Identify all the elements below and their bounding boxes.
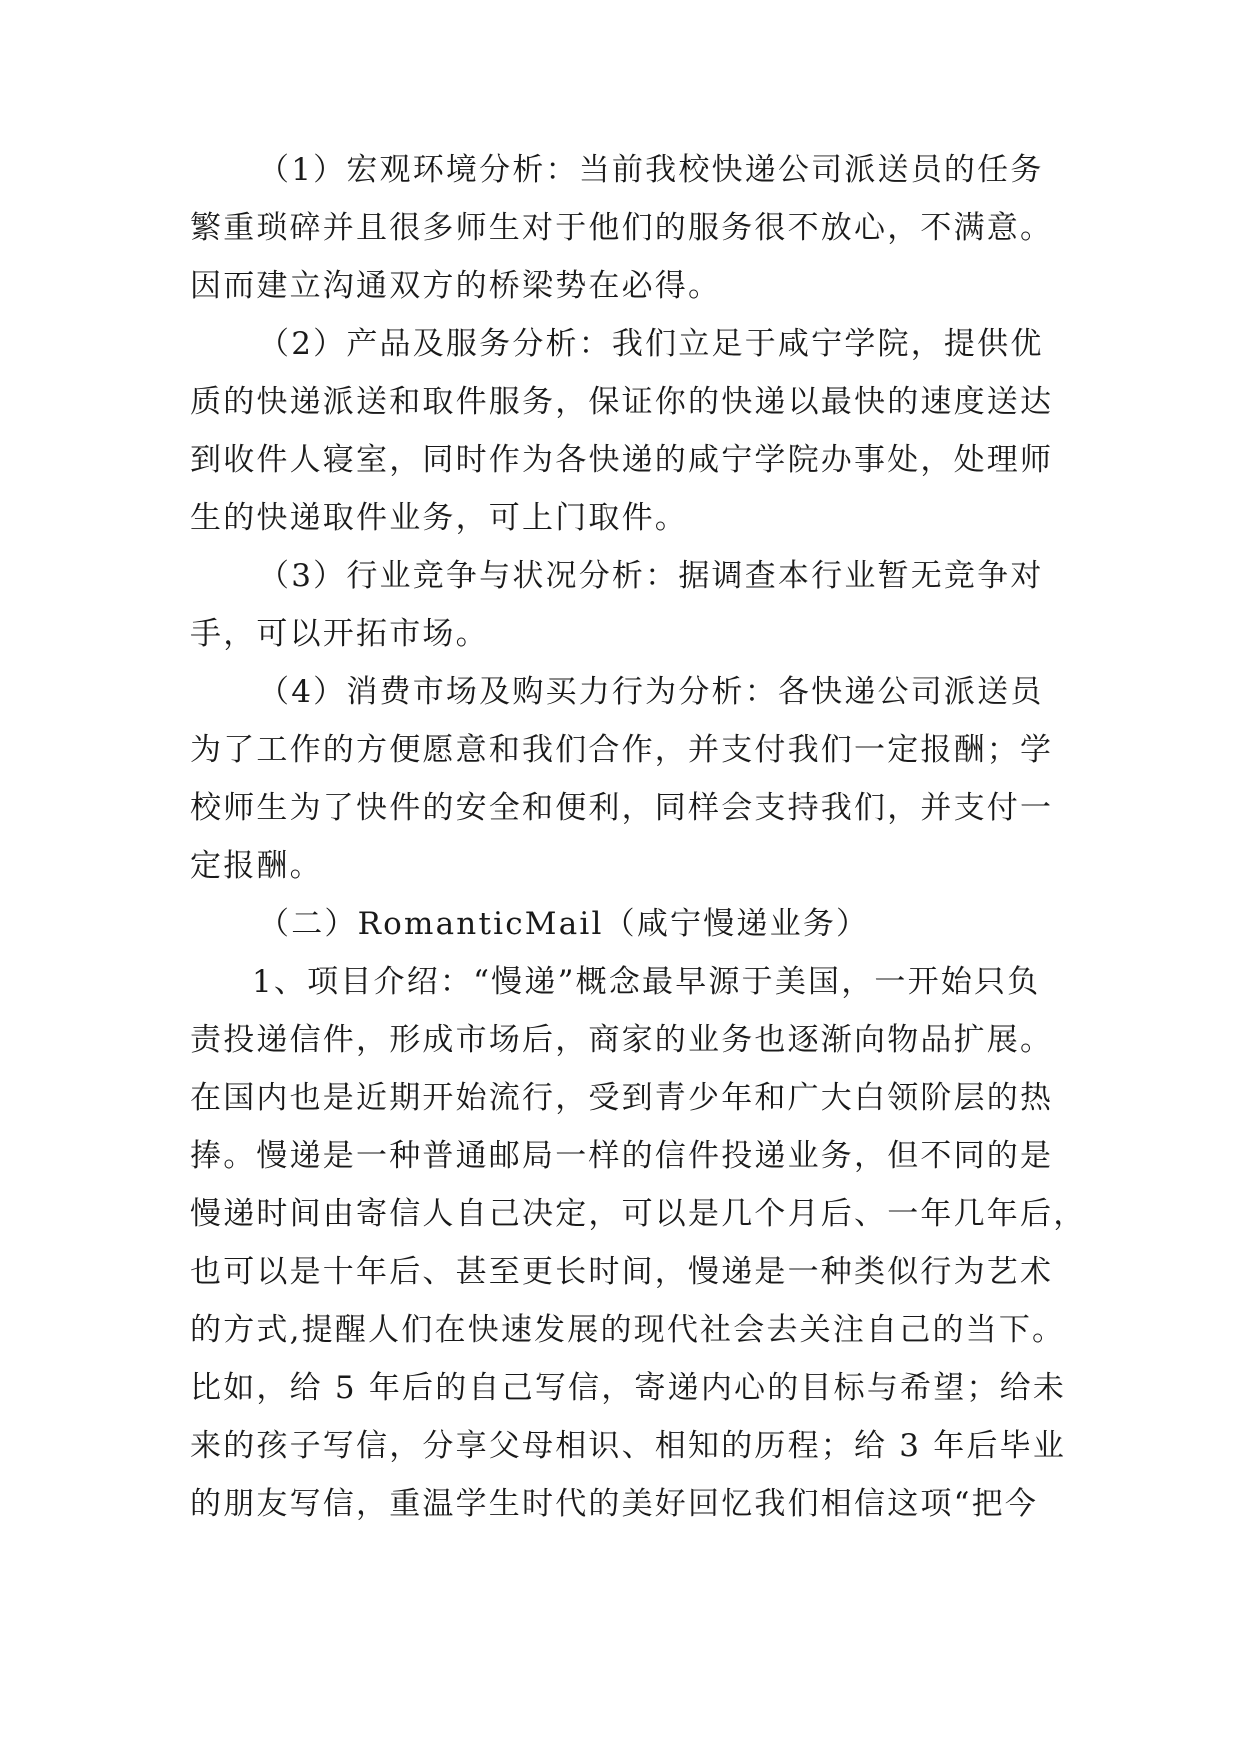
- paragraph-consumer-line-1: （4）消费市场及购买力行为分析：各快递公司派送员: [258, 674, 1044, 710]
- paragraph-product-line-1: （2）产品及服务分析：我们立足于咸宁学院，提供优: [258, 326, 1044, 362]
- section-heading-romanticmail: （二）RomanticMail（咸宁慢递业务）: [258, 906, 870, 942]
- paragraph-intro-line-8: 比如，给 5 年后的自己写信，寄递内心的目标与希望；给未: [190, 1370, 1067, 1406]
- paragraph-macro-line-2: 繁重琐碎并且很多师生对于他们的服务很不放心，不满意。: [190, 210, 1054, 246]
- paragraph-consumer-line-4: 定报酬。: [190, 848, 323, 884]
- paragraph-intro-line-9: 来的孩子写信，分享父母相识、相知的历程；给 3 年后毕业: [190, 1428, 1067, 1464]
- paragraph-intro-line-10: 的朋友写信，重温学生时代的美好回忆我们相信这项“把今: [190, 1486, 1039, 1522]
- paragraph-intro-line-3: 在国内也是近期开始流行，受到青少年和广大白领阶层的热: [190, 1080, 1054, 1116]
- paragraph-product-line-4: 生的快递取件业务，可上门取件。: [190, 500, 688, 536]
- paragraph-intro-line-5: 慢递时间由寄信人自己决定，可以是几个月后、一年几年后，: [190, 1196, 1087, 1232]
- paragraph-intro-line-6: 也可以是十年后、甚至更长时间，慢递是一种类似行为艺术: [190, 1254, 1054, 1290]
- paragraph-intro-line-7: 的方式,提醒人们在快速发展的现代社会去关注自己的当下。: [190, 1312, 1066, 1348]
- paragraph-consumer-line-3: 校师生为了快件的安全和便利，同样会支持我们，并支付一: [190, 790, 1054, 826]
- paragraph-macro-line-3: 因而建立沟通双方的桥梁势在必得。: [190, 268, 722, 304]
- paragraph-intro-line-2: 责投递信件，形成市场后，商家的业务也逐渐向物品扩展。: [190, 1022, 1054, 1058]
- paragraph-macro-line-1: （1）宏观环境分析：当前我校快递公司派送员的任务: [258, 152, 1044, 188]
- paragraph-intro-line-1: 1、项目介绍：“慢递”概念最早源于美国，一开始只负: [252, 964, 1041, 1000]
- paragraph-product-line-2: 质的快递派送和取件服务，保证你的快递以最快的速度送达: [190, 384, 1054, 420]
- paragraph-competition-line-1: （3）行业竞争与状况分析：据调查本行业暂无竞争对: [258, 558, 1044, 594]
- paragraph-competition-line-2: 手，可以开拓市场。: [190, 616, 489, 652]
- paragraph-intro-line-4: 捧。慢递是一种普通邮局一样的信件投递业务，但不同的是: [190, 1138, 1054, 1174]
- paragraph-product-line-3: 到收件人寝室，同时作为各快递的咸宁学院办事处，处理师: [190, 442, 1054, 478]
- paragraph-consumer-line-2: 为了工作的方便愿意和我们合作，并支付我们一定报酬；学: [190, 732, 1054, 768]
